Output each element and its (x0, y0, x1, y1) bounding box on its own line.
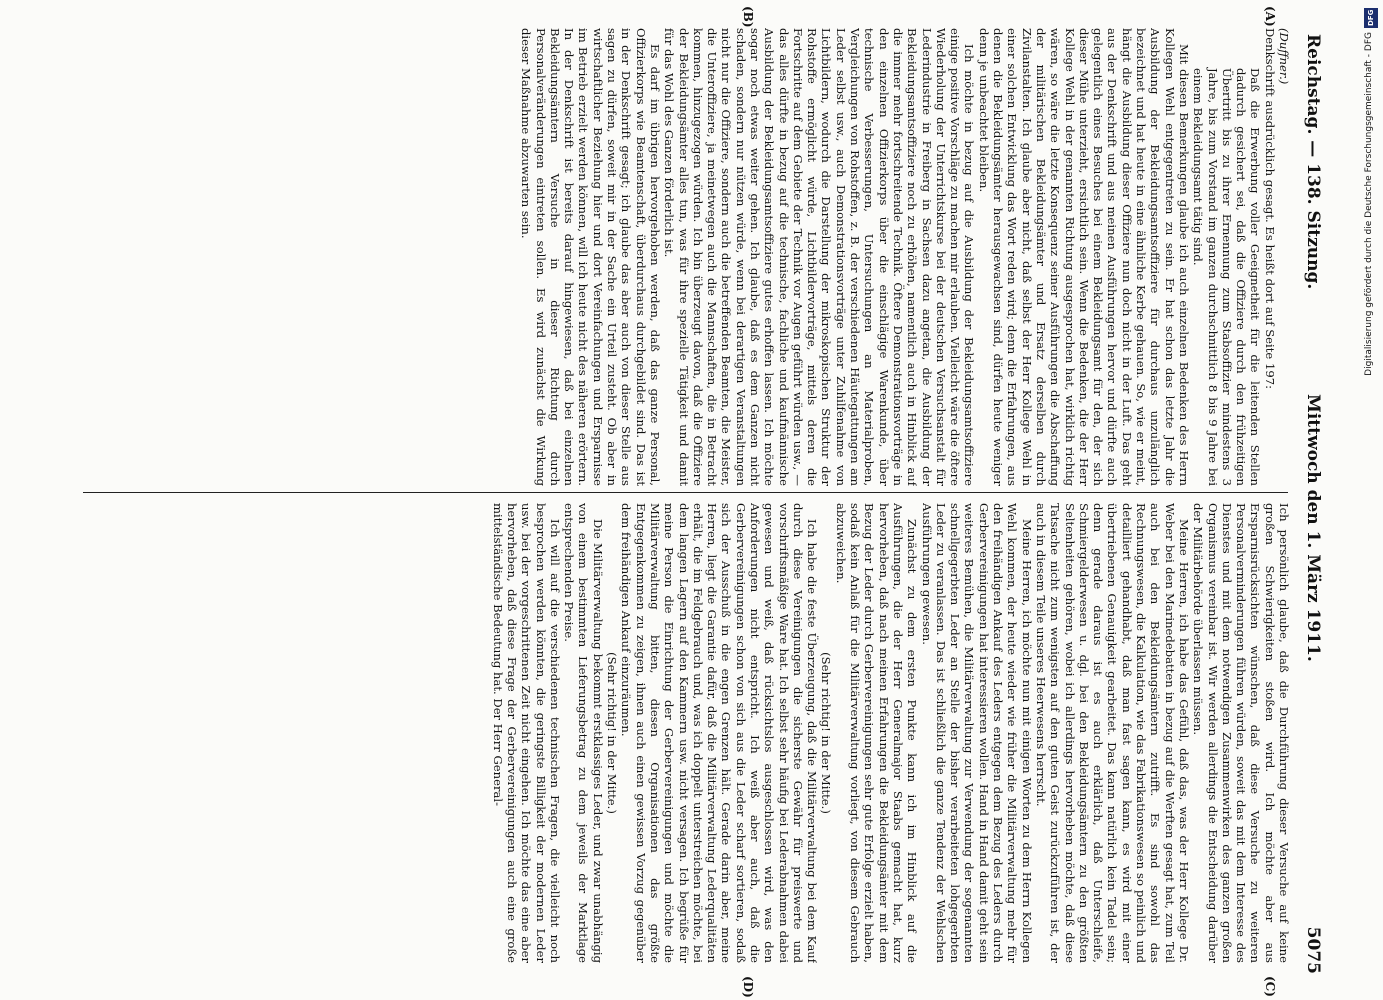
quote-paragraph: Daß die Erwerbung voller Geeignetheit für die leitenden Stellen dadurch gesichert sei, daß die Offiziere durch den frühzeitigen Übertritt bis zu ihrer Ernennung zum Stabsoffizier mindestens 3 Jahre, bis zum Vorstand im ganzen durchschnittlich 8 bis 9 Jahre bei einem Bekleidungsamt tätig sind. (1191, 68, 1263, 486)
paragraph: Denkschrift ausdrücklich gesagt. Es heißt dort auf Seite 197: (1262, 28, 1277, 389)
left-column (83, 28, 1291, 486)
paragraph: Ich möchte in bezug auf die Ausbildung der Bekleidungsamtsoffiziere einige positive Vorschläge zu machen mir erlauben. Vielleicht wäre die öftere Wiederholung der Unterrichtskurse bei der deutschen Versuchsanstalt für Lederindustrie in Freiberg in Sachsen dazu angetan, die Ausbildung der Bekleidungsamtsoffiziere noch zu erhöhen, namentlich auch in Hinblick auf die immer mehr fortschreitende Technik. Öftere Demonstrationsvorträge in den einzelnen Offizierkorps über die einschlägige Warenkunde, über technische Verbesserungen, Untersuchungen an Materialproben, Vergleichungen von Rohstoffen, z. B. der verschiedenen Häutegattungen am Leder selbst usw., auch Demonstrationsvorträge unter Zuhilfenahme von Lichtbildern, wodurch die Darstellung der mikroskopischen Struktur der Rohstoffe ermöglicht würde, Lichtbildervorträge, mittels deren die Fortschritte auf dem Gebiete der Technik vor Augen geführt würden usw., — das alles dürfte in bezug auf die technische, fachliche und kaufmännische Ausbildung der Bekleidungsamtsoffiziere gutes erhoffen lassen. Ich möchte sogar noch etwas weiter gehen. Ich glaube, daß es dem Ganzen nicht schaden, sondern nur nützen würde, wenn bei derartigen Veranstaltungen nicht nur die Offiziere, sondern auch die betreffenden Beamten, die Meister, die Unteroffiziere, ja meinetwegen auch die Mannschaften, die in Betracht kommen, hinzugezogen würden. Ich bin überzeugt davon, daß die Offiziere der Bekleidungsämter alles tun, was für ihre spezielle Tätigkeit und damit für das Wohl des Ganzen förderlich ist. (662, 28, 977, 486)
page-header (1295, 34, 1323, 974)
credit-text: Digitalisierung gefördert durch die Deutsche Forschungsgemeinschaft - DFG (1364, 32, 1374, 376)
paragraph: Ich will auf die verschiedenen technischen Fragen, die vielleicht noch besprochen werden könnten, die geringste Billigkeit der modernen Leder usw. bei der vorgeschrittenen Zeit nicht eingehen. Ich möchte das eine aber hervorheben, daß diese Frage der Gerbervereinigungen auch eine große mittelständische Bedeutung hat. Der Herr General- (490, 503, 562, 963)
paragraph: Mit diesen Bemerkungen glaube ich auch einzelnen Bedenken des Herrn Kollegen Wehl entgegentreten zu sein. Er hat schon das letzte Jahr die Ausbildung der Bekleidungsamtsoffiziere für durchaus unzulänglich bezeichnet und hat heute in eine ähnliche Kerbe gehauen. So, wie er meint, hängt die Ausbildung dieser Offiziere nun doch nicht in der Luft. Das geht aus der Denkschrift und aus meinen Ausführungen hervor und dürfte auch gelegentlich eines Besuches bei einem Bekleidungsamt für den, der sich dieser Mühe unterzieht, ersichtlich sein. Wenn die Bedenken, die der Herr Kollege Wehl in der genannten Richtung ausgesprochen hat, wirklich richtig wären, so wäre die letzte Konsequenz seiner Ausführungen die Abschaffung der militärischen Bekleidungsämter und Ersatz derselben durch Zivilanstalten. Ich glaube aber nicht, daß selbst der Herr Kollege Wehl in einer solchen Entwicklung das Wort reden wird; denn die Erfahrungen, aus denen die Bekleidungsämter herausgewachsen sind, dürfen heute weniger denn je unbeachtet bleiben. (976, 28, 1191, 486)
page-number: 5075 (1303, 926, 1323, 974)
interjection: (Sehr richtig! in der Mitte.) (605, 652, 620, 814)
margin-letter-c: (C) (1263, 976, 1277, 997)
paragraph: Zunächst zu dem ersten Punkte kann ich im Hinblick auf die Ausführungen, die der Herr Generalmajor Staabs gemacht hat, kurz hervorheben, daß nach meinen Erfahrungen die Bekleidungsämter mit dem Bezug der Leder durch Gerbervereinigungen sehr gute Erfolge erzielt haben, sodaß kein Anlaß für die Militärverwaltung vorliegt, von diesem Gebrauch abzuweichen. (833, 503, 920, 963)
paragraph: Es darf im übrigen hervorgehoben werden, daß das ganze Personal, Offizierkorps wie Beamtenschaft, überdurchaus durchgebildet sind. Das ist in der Denkschrift gesagt; ich glaube das aber auch von dieser Stelle aus sagen zu dürfen, soweit mir in der Sache ein Urteil zusteht. Ob aber in wirtschaftlicher Beziehung hier und dort Vereinfachungen und Ersparnisse im Betrieb erzielt werden können, will ich heute nicht des näheren erörtern. In der Denkschrift ist bereits darauf hingewiesen, daß bei einzelnen Bekleidungsämtern Versuche in dieser Richtung durch Personalveränderungen eintreten sollen. Es wird zunächst die Wirkung dieser Maßnahme abzuwarten sein. (519, 28, 662, 486)
digitization-credit (1364, 8, 1378, 678)
header-session: Reichstag. — 138. Sitzung. (1303, 34, 1323, 290)
header-date: Mittwoch den 1. März 1911. (1303, 394, 1323, 662)
dfg-logo: DFG (1364, 8, 1378, 28)
paragraph: Meine Herren, ich möchte nun mit einigen Worten zu dem Herrn Kollegen Wehl kommen, der heute wieder wie früher die Militärverwaltung mehr für den freihändigen Ankauf des Leders entgegen dem Bezug des Leders durch Gerbervereinigungen hat interessieren wollen. Hand in Hand damit geht sein weiteres Bemühen, die Militärverwaltung zur Verwendung der sogenannten schnellgegerbten Leder an Stelle der bisher verarbeiteten lohgegerbten Leder zu veranlassen. Das ist schließlich die ganze Tendenz der Wehlschen Ausführungen gewesen. (919, 503, 1034, 963)
paragraph: Ich persönlich glaube, daß die Durchführung dieser Versuche auf keine großen Schwierigkeiten stoßen wird. Ich möchte aber aus Ersparnisrücksichten wünschen, daß diese Versuche zu weiteren Personalverminderungen führen würden, soweit das mit dem Interesse des Dienstes und mit dem notwendigen Zusammenwirken des ganzen großen Organismus vereinbar ist. Wir werden allerdings die Entscheidung darüber der Militärbehörde überlassen müssen. (1191, 503, 1291, 963)
paragraph: Die Militärverwaltung bekommt erstklassiges Leder, und zwar unabhängig von einem bestimmten Lieferungsbetrag zu dem jeweils der Marktlage entsprechenden Preise. (562, 503, 605, 963)
paragraph: Meine Herren, ich habe das Gefühl, daß das, was der Herr Kollege Dr. Weber bei den Marinedebatten in bezug auf die Werften gesagt hat, zum Teil auch bei den Bekleidungsämtern zutrifft. Es sind sowohl das Rechnungswesen, die Kalkulation, wie das Fabrikationswesen so peinlich und detailliert gehandhabt, daß man fast sagen kann, es wird mit einer übertriebenen Genauigkeit gearbeitet. Das kann natürlich kein Tadel sein; denn gerade daraus ist es auch erklärlich, daß Unterschleife, Schmiergelderwesen u. dgl. bei den Bekleidungsämtern zu den größten Seltenheiten gehören, wobei ich allerdings hervorheben möchte, daß diese Tatsache nicht zum wenigsten auf den guten Geist zurückzuführen ist, der auch in diesem Teile unseres Heerwesens herrscht. (1033, 503, 1191, 963)
margin-letter-d: (D) (741, 976, 755, 998)
speaker-label: (Duffner.) (1277, 28, 1291, 85)
interjection: (Sehr richtig! in der Mitte.) (819, 652, 834, 814)
column-divider (83, 492, 1288, 493)
paragraph: Ich habe die feste Überzeugung, daß die Militärverwaltung bei dem Kauf durch diese Vereinigungen die sicherste Gewähr für preiswerte und vorschriftsmäßige Ware hat. Ich selbst sehr häufig bei Lederabnahmen dabei gewesen und weiß, daß rücksichtslos ausgeschlossen wird, was den Anforderungen nicht entspricht. Ich weiß aber auch, daß die Gerbervereinigungen schon von sich aus die Leder scharf sortieren, sodaß sich der Ausschuß in die engen Grenzen hält. Gerade darin aber, meine Herren, liegt die Garantie dafür, daß die Militärverwaltung Lederqualitäten erhält, die im Feldgebrauch und, was ich doppelt unterstreichen möchte, bei dem langen Lagern auf den Kammern usw. nicht versagen. Ich begrüße für meine Person die Einrichtung der Gerbervereinigungen und möchte die Militärverwaltung bitten, diesen Organisationen das größte Entgegenkommen zu zeigen, ihnen auch einen gewissen Vorzug gegenüber dem freihändigen Ankauf einzuräumen. (619, 503, 820, 963)
margin-letter-b: (B) (741, 6, 755, 28)
margin-letter-a: (A) (1263, 6, 1277, 27)
right-column (83, 503, 1291, 963)
